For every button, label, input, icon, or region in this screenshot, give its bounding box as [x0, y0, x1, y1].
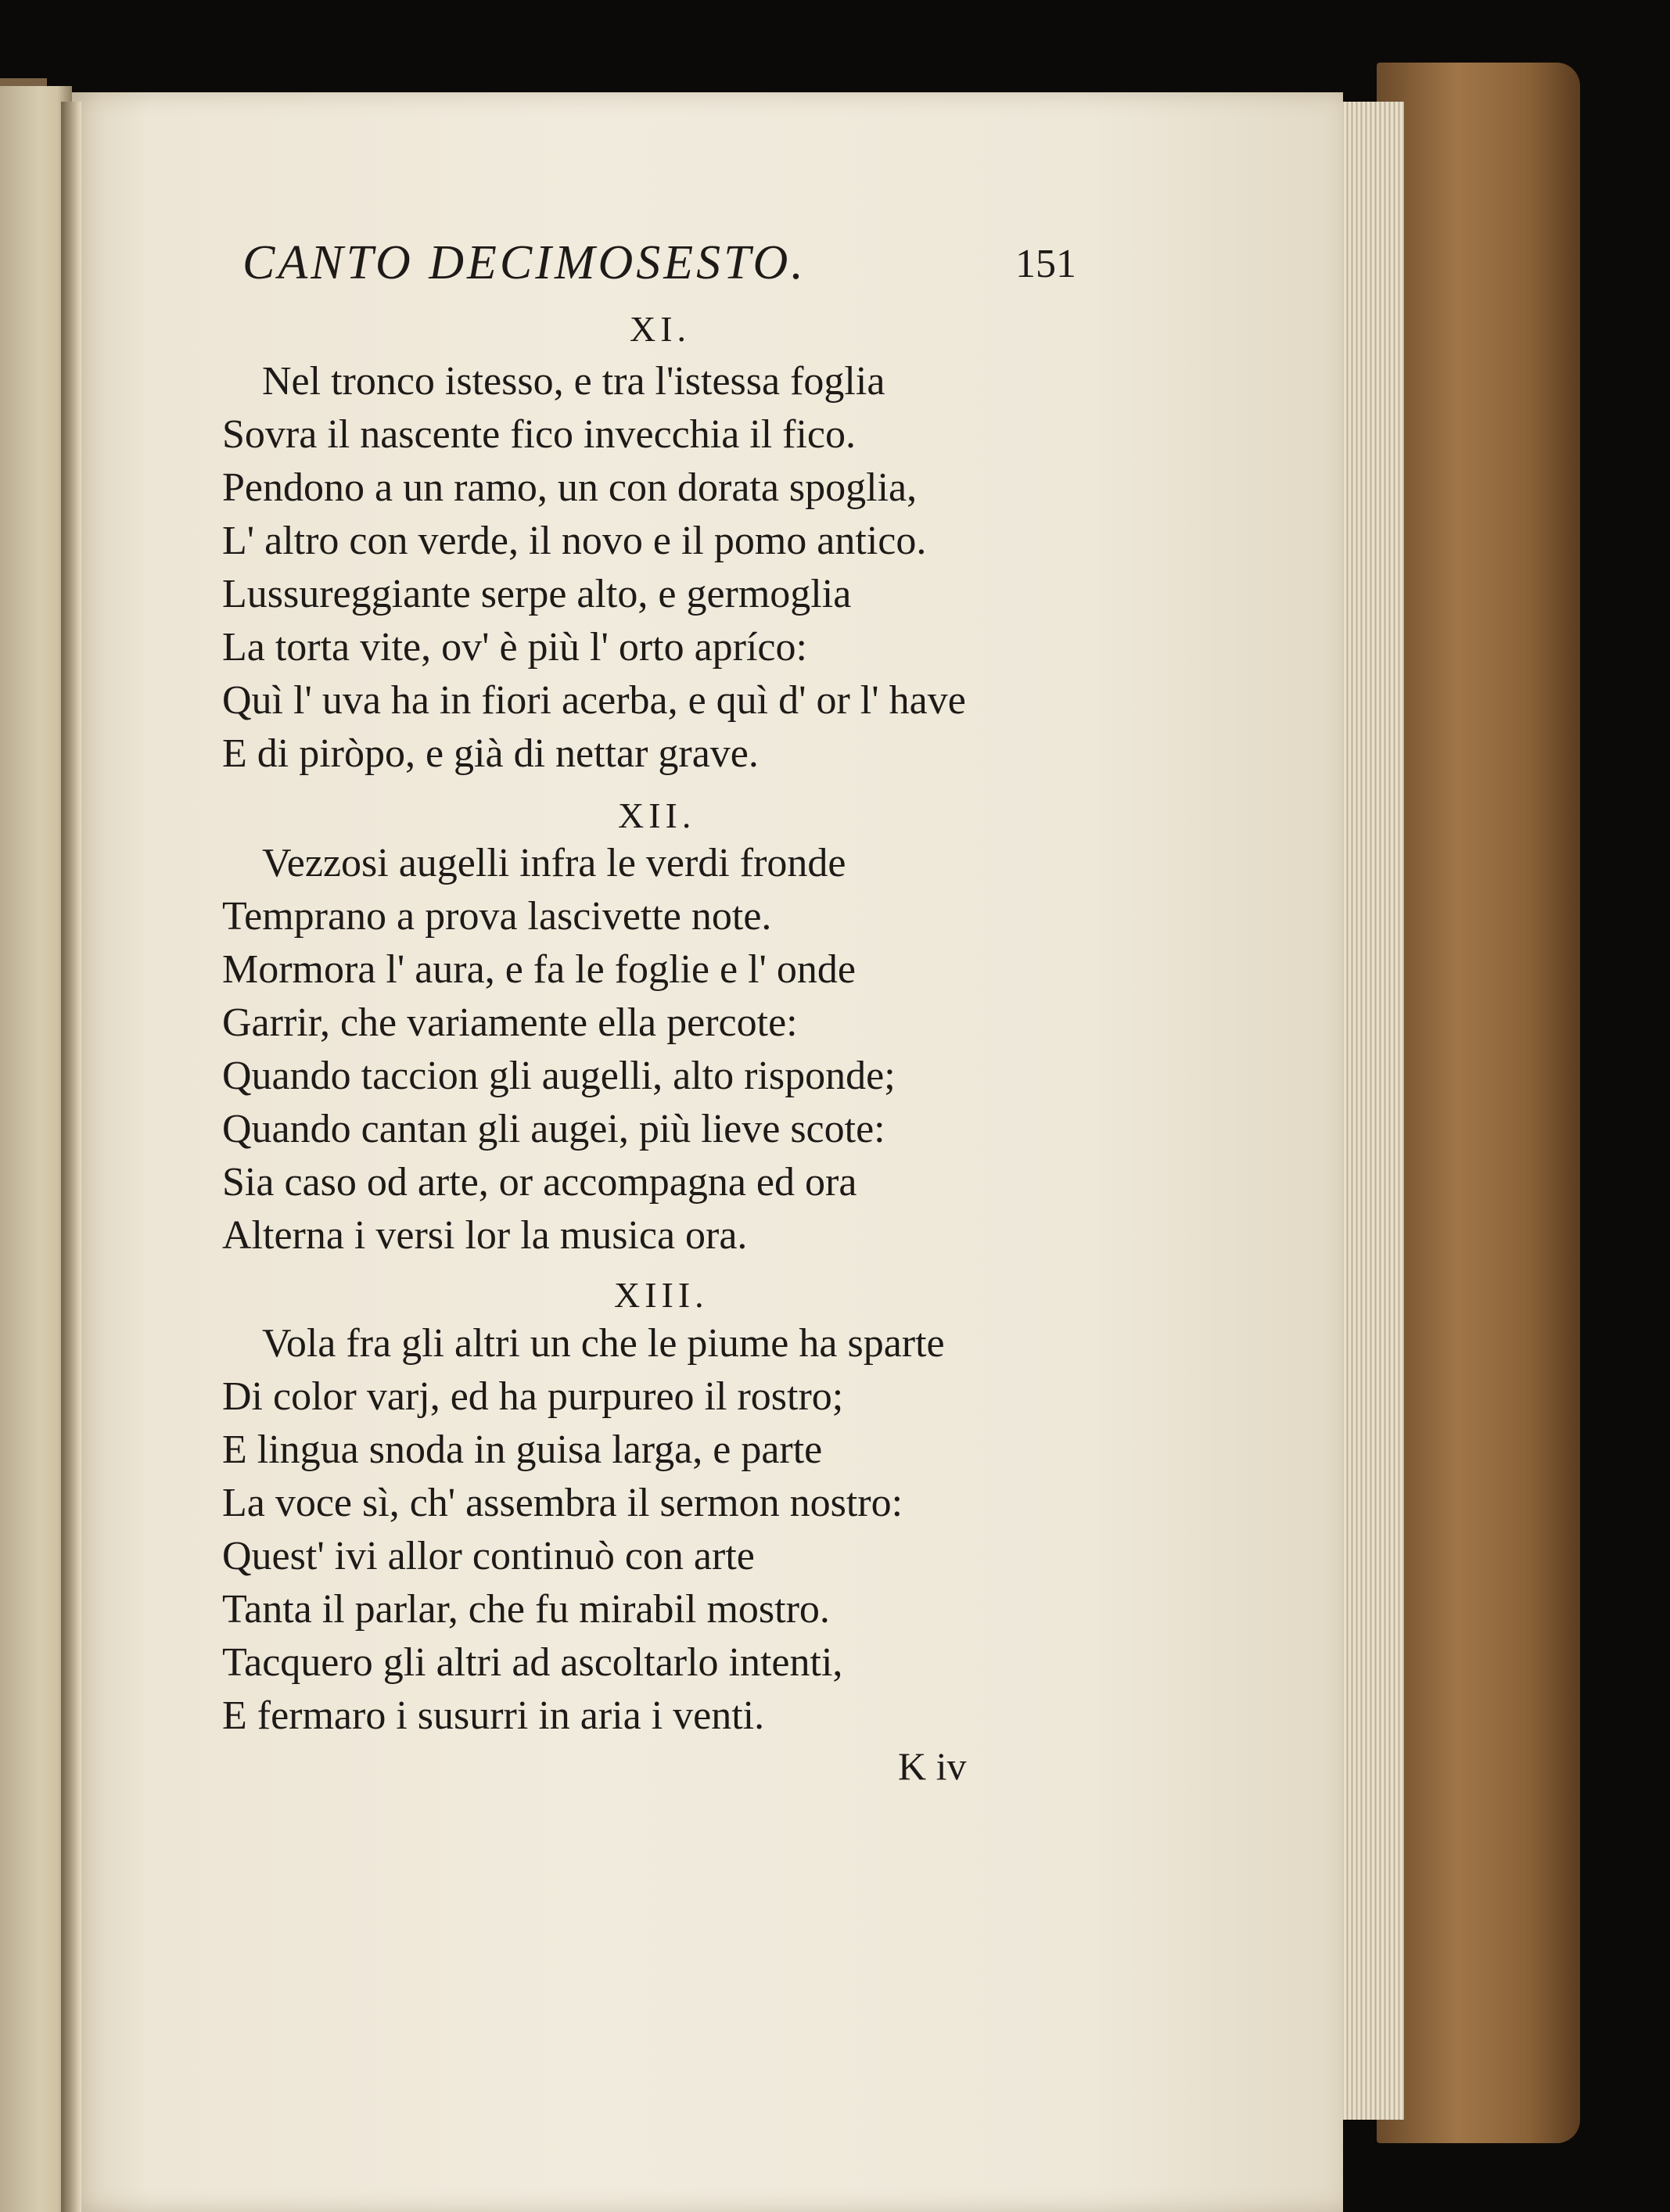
verse-line: Garrir, che variamente ella percote:	[222, 1000, 798, 1045]
verse-line: Sia caso od arte, or accompagna ed ora	[222, 1160, 857, 1205]
stanza-number: XI.	[630, 309, 691, 349]
verse-line: Vola fra gli altri un che le piume ha sparte	[262, 1321, 945, 1366]
book-page	[72, 92, 1343, 2212]
verse-line: Nel tronco istesso, e tra l'istessa foglia	[262, 359, 885, 404]
signature-mark: K iv	[898, 1744, 967, 1788]
page-number: 151	[1015, 242, 1076, 286]
verse-line: Temprano a prova lascivette note.	[222, 894, 772, 939]
verse-line: E di piròpo, e già di nettar grave.	[222, 731, 759, 776]
verse-line: Sovra il nascente fico invecchia il fico.	[222, 412, 857, 457]
verse-line: Pendono a un ramo, un con dorata spoglia,	[222, 465, 918, 510]
verse-line: Quì l' uva ha in fiori acerba, e quì d' or l' have	[222, 678, 966, 723]
verse-line: La torta vite, ov' è più l' orto apríco:	[222, 625, 807, 670]
stanza-number: XII.	[618, 795, 696, 835]
verse-line: Di color varj, ed ha purpureo il rostro;	[222, 1374, 844, 1419]
verse-line: Alterna i versi lor la musica ora.	[222, 1213, 748, 1258]
stanza-number: XIII.	[614, 1275, 709, 1315]
verse-line: Quando cantan gli augei, più lieve scote:	[222, 1107, 885, 1151]
verse-line: L' altro con verde, il novo e il pomo antico.	[222, 519, 927, 563]
verse-line: La voce sì, ch' assembra il sermon nostro:	[222, 1481, 903, 1525]
verse-line: Tacquero gli altri ad ascoltarlo intenti,	[222, 1640, 843, 1685]
leather-cover	[1377, 63, 1580, 2143]
verse-line: Vezzosi augelli infra le verdi fronde	[262, 841, 846, 885]
running-head: CANTO DECIMOSESTO.	[242, 236, 806, 289]
verse-line: Mormora l' aura, e fa le foglie e l' onde	[222, 947, 856, 992]
verse-line: Tanta il parlar, che fu mirabil mostro.	[222, 1587, 830, 1632]
gutter-shadow	[61, 102, 81, 2212]
verse-line: Lussureggiante serpe alto, e germoglia	[222, 572, 852, 616]
verse-line: Quando taccion gli augelli, alto risponde;	[222, 1054, 896, 1098]
verse-line: E fermaro i susurri in aria i venti.	[222, 1693, 765, 1738]
verse-line: E lingua snoda in guisa larga, e parte	[222, 1427, 823, 1472]
verse-line: Quest' ivi allor continuò con arte	[222, 1534, 755, 1578]
